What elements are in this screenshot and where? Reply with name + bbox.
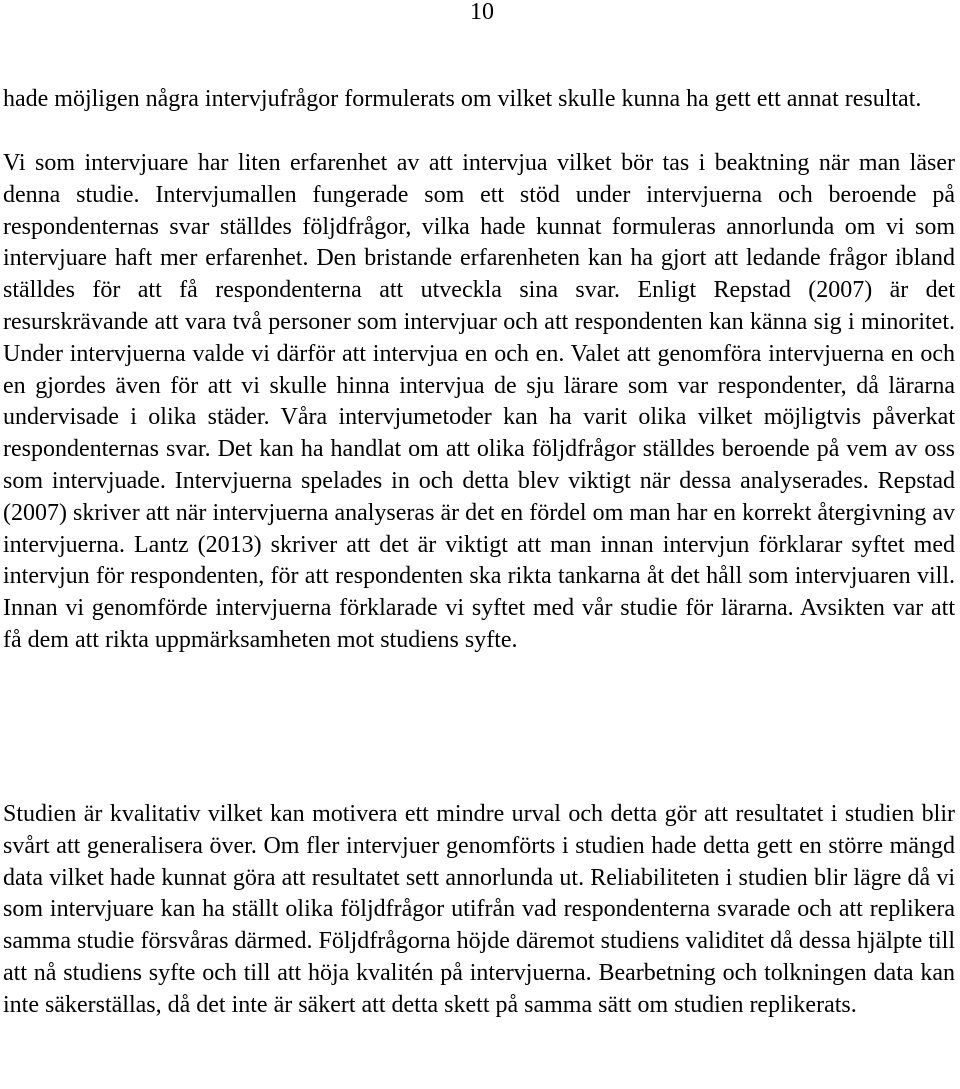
paragraph-limitations-interviews	[3, 148, 955, 657]
paragraph-text: Studien är kvalitativ vilket kan motivera ett mindre urval och detta gör att resultatet i studien blir svårt att generalisera över. Om fler intervjuer genomförts i studien hade detta gett en större mängd data vilket hade kunnat göra att resultatet sett annorlunda ut. Reliabiliteten i studien blir lägre då vi som intervjuare kan ha ställt olika följdfrågor utifrån vad respondenterna svarade och att replikera samma studie försvåras därmed. Följdfrågorna höjde däremot studiens validitet då dessa hjälpte till att nå studiens syfte och till att höja kvalitén på intervjuerna. Bearbetning och tolkningen data kan inte säkerställas, då det inte är säkert att detta skett på samma sätt om studien replikerats.	[3, 801, 955, 1018]
paragraph-text: Vi som intervjuare har liten erfarenhet av att intervjua vilket bör tas i beaktning när man läser denna studie. Intervjumallen fungerade som ett stöd under intervjuerna och beroende på respondenternas svar ställdes följdfrågor, vilka hade kunnat formuleras annorlunda om vi som intervjuare haft mer erfarenhet. Den bristande erfarenheten kan ha gjort att ledande frågor ibland ställdes för att få respondenterna att utveckla sina svar. Enligt Repstad (2007) är det resurskrävande att vara två personer som intervjuar och att respondenten kan känna sig i minoritet. Under intervjuerna valde vi därför att intervjua en och en. Valet att genomföra intervjuerna en och en gjordes även för att vi skulle hinna intervjua de sju lärare som var respondenter, då lärarna undervisade i olika städer. Våra intervjumetoder kan ha varit olika vilket möjligtvis påverkat respondenternas svar. Det kan ha handlat om att olika följdfrågor ställdes beroende på vem av oss som intervjuade. Intervjuerna spelades in och detta blev viktigt när dessa analyserades. Repstad (2007) skriver att när intervjuerna analyseras är det en fördel om man har en korrekt återgivning av intervjuerna. Lantz (2013) skriver att det är viktigt att man innan intervjun förklarar syftet med intervjun för respondenten, för att respondenten ska rikta tankarna åt det håll som intervjuaren vill. Innan vi genomförde intervjuerna förklarade vi syftet med vår studie för lärarna. Avsikten var att få dem att rikta uppmärksamheten mot studiens syfte.	[3, 150, 955, 653]
page-number: 10	[470, 0, 494, 25]
paragraph-reliability-validity	[3, 799, 955, 1022]
paragraph-text: hade möjligen några intervjufrågor formulerats om vilket skulle kunna ha gett ett annat resultat.	[3, 86, 922, 112]
paragraph-continuation	[3, 84, 955, 116]
